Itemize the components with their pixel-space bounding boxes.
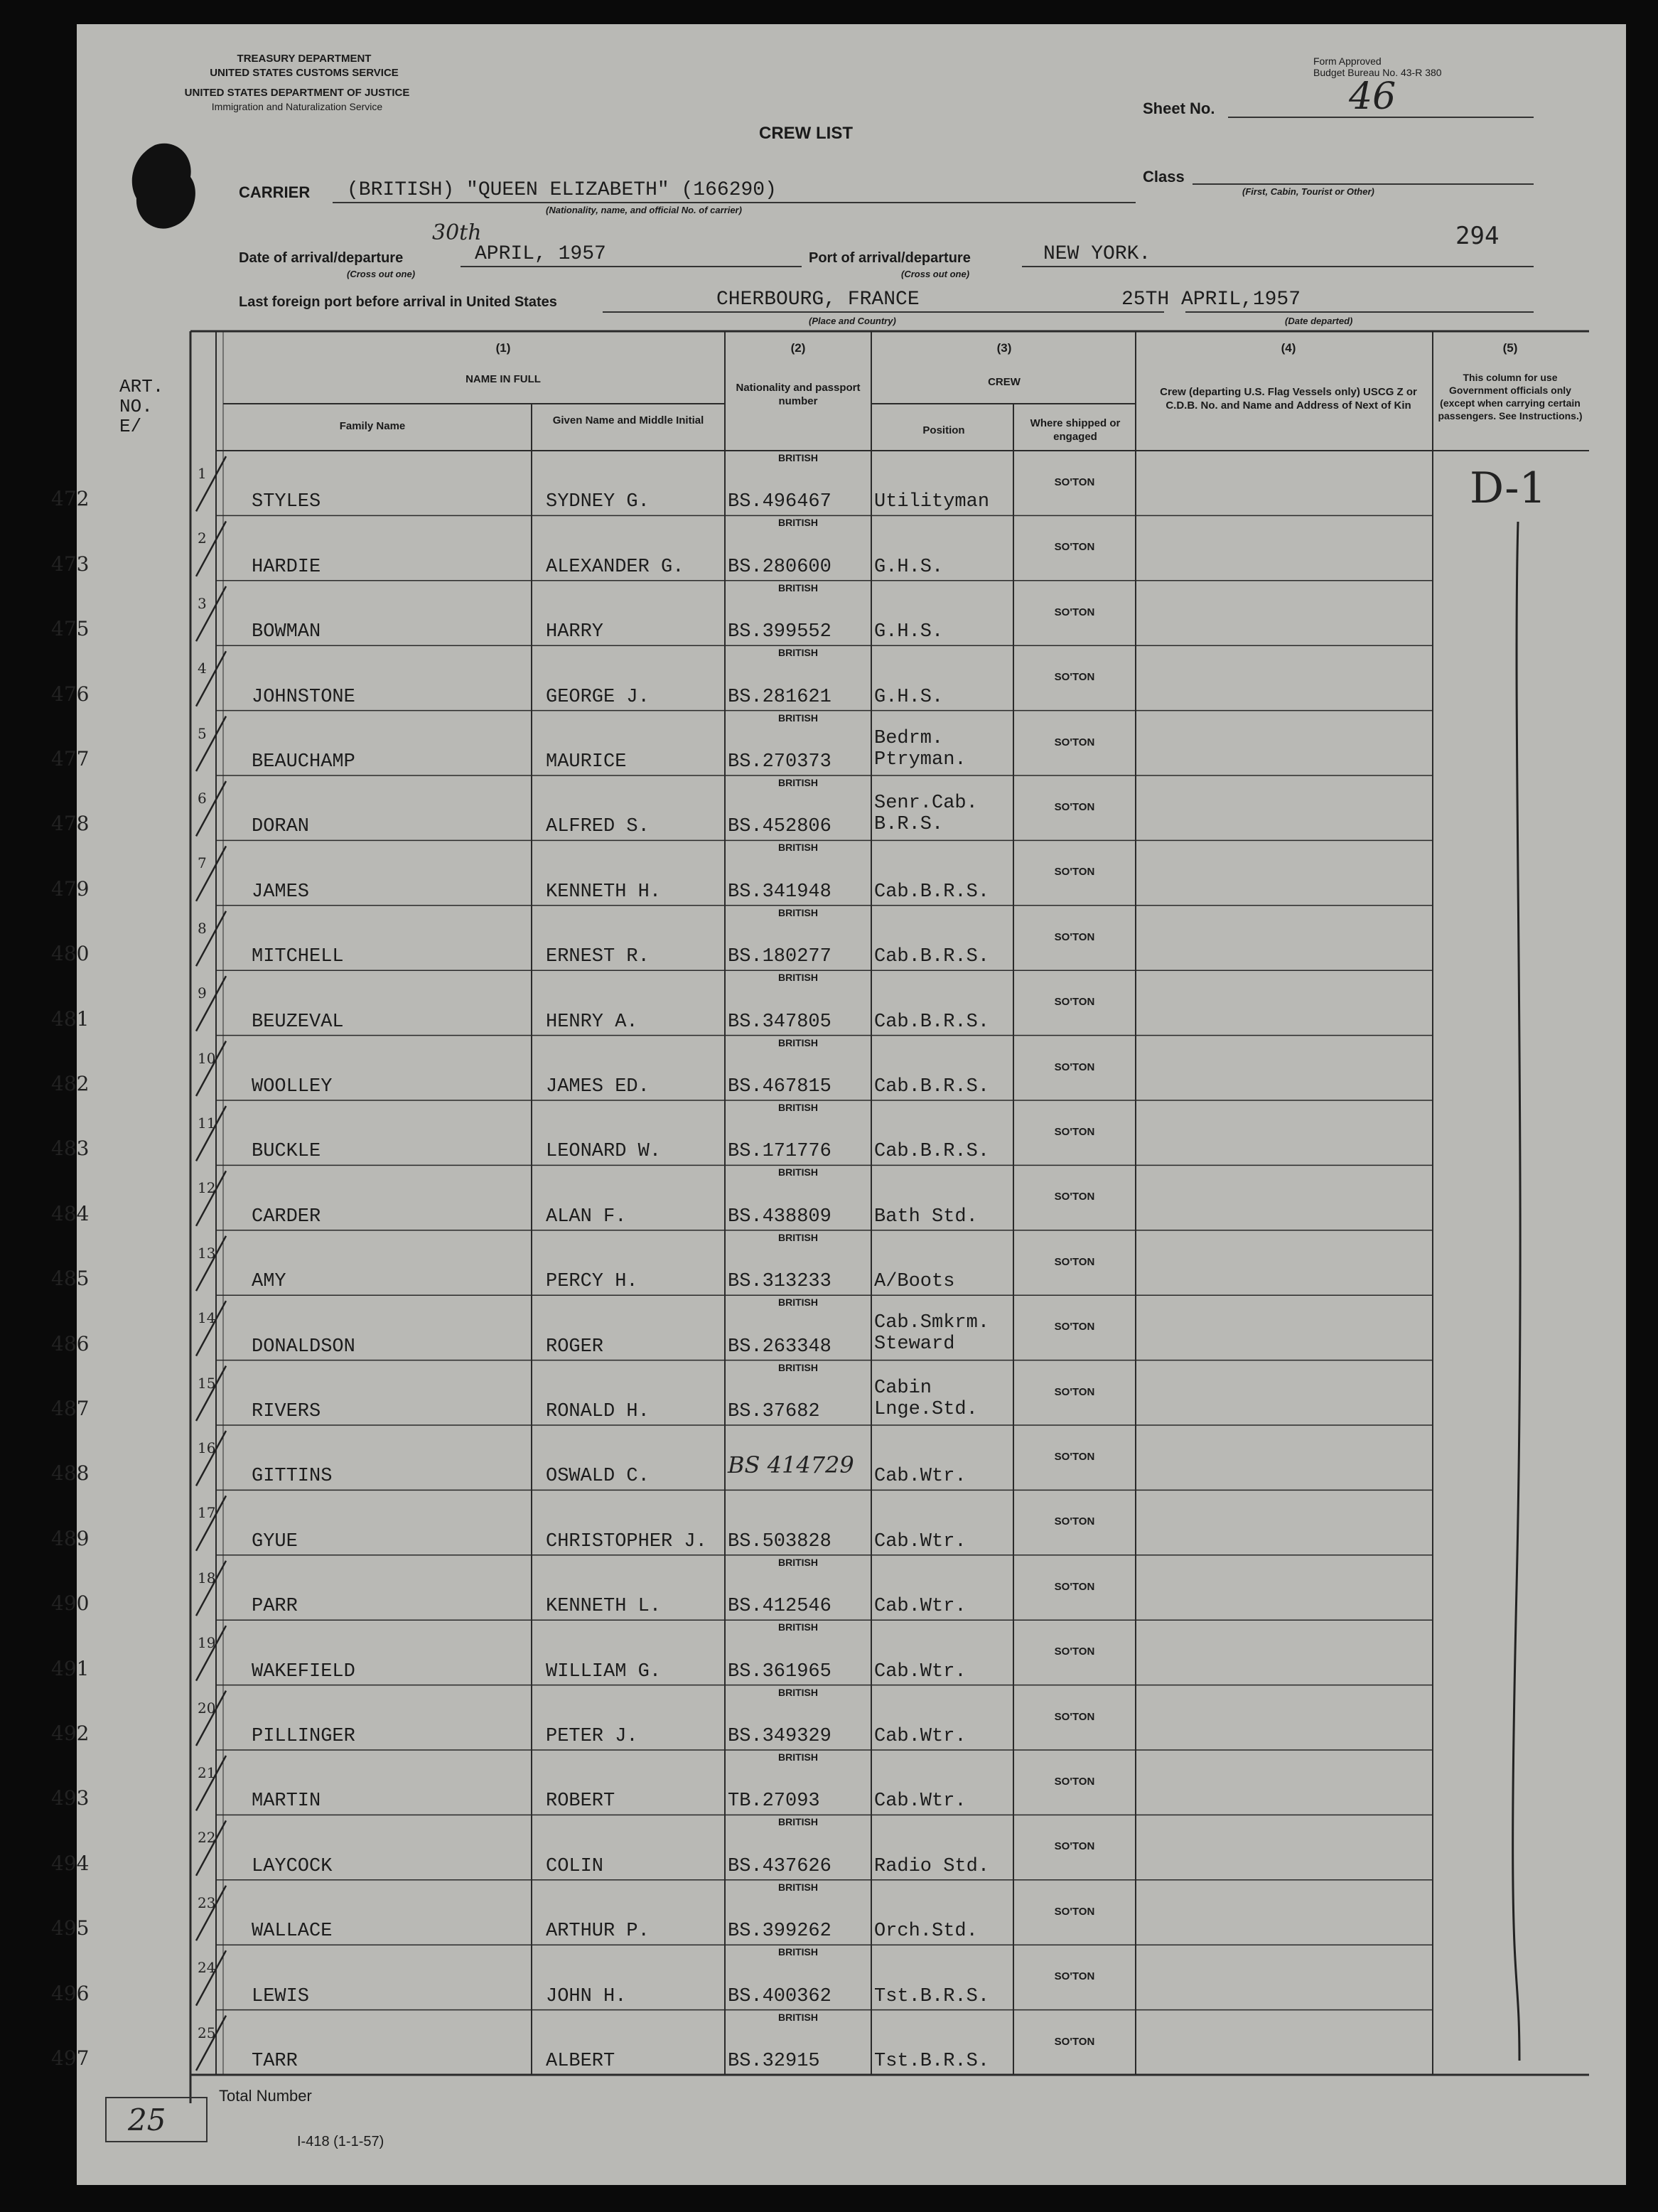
shipped-port: SO'TON [1054,1385,1095,1398]
page-number: 294 [1455,222,1500,250]
col4-title: Crew (departing U.S. Flag Vessels only) USCG Z or C.D.B. No. and Name and Address of Next of Kin [1160,386,1417,412]
line-number: 15 [198,1374,216,1392]
crew-position: Tst.B.R.S. [874,1985,990,2007]
class-label: Class [1143,168,1185,186]
art-number: 491 [51,1656,90,1680]
passport-number: BS.281621 [728,686,831,708]
given-name: ALAN F. [546,1206,627,1228]
crew-position: Ptryman. [874,748,967,771]
art-number: 494 [51,1851,90,1875]
passport-number: BS.400362 [728,1985,831,2007]
passport-number: BS.496467 [728,491,831,513]
passport-number: BS.361965 [728,1660,831,1682]
given-name: SYDNEY G. [546,491,650,513]
family-name: STYLES [252,491,321,513]
nationality: BRITISH [778,452,818,463]
line-number: 24 [198,1959,216,1977]
line-number: 7 [198,854,207,872]
family-name: JOHNSTONE [252,686,355,708]
line-number: 12 [198,1179,216,1197]
art-number: 479 [51,876,90,901]
art-number: 475 [51,617,90,641]
line-number: 20 [198,1699,216,1717]
crew-position: Cab.Wtr. [874,1660,967,1682]
col5-number: (5) [1502,341,1518,355]
line-number: 2 [198,530,207,547]
col3-number: (3) [996,341,1012,355]
family-name: LEWIS [252,1985,310,2007]
given-name: RONALD H. [546,1401,650,1422]
passport-number: BS.341948 [728,881,831,903]
date-departed-value: 25TH APRIL,1957 [1121,289,1301,311]
carrier-value: (BRITISH) "QUEEN ELIZABETH" (166290) [347,179,777,201]
shipped-port: SO'TON [1054,736,1095,748]
family-name: WAKEFIELD [252,1660,355,1682]
shipped-port: SO'TON [1054,1905,1095,1918]
given-name-header: Given Name and Middle Initial [552,414,704,426]
port-value: NEW YORK. [1043,243,1151,265]
crew-position: Tst.B.R.S. [874,2051,990,2072]
shipped-port: SO'TON [1054,1840,1095,1853]
art-number: 493 [51,1786,90,1810]
col2-number: (2) [790,341,806,355]
art-number: 489 [51,1526,90,1550]
line-number: 21 [198,1764,216,1781]
crew-position: Steward [874,1333,955,1355]
passport-number: BS.467815 [728,1076,831,1097]
line-number: 23 [198,1894,216,1911]
line-number: 19 [198,1634,216,1652]
given-name: WILLIAM G. [546,1660,662,1682]
crew-position: Cab.Wtr. [874,1530,967,1552]
given-name: ALEXANDER G. [546,556,684,578]
shipped-port: SO'TON [1054,996,1095,1009]
family-name: WALLACE [252,1921,333,1943]
given-name: COLIN [546,1855,604,1877]
crew-position: Cab.B.R.S. [874,1076,990,1097]
nationality: BRITISH [778,1102,818,1113]
family-name: GYUE [252,1530,298,1552]
line-number: 4 [198,660,207,677]
nationality: BRITISH [778,581,818,594]
passport-number: BS.280600 [728,556,831,578]
shipped-port: SO'TON [1054,606,1095,618]
art-number: 496 [51,1981,90,2005]
crew-position: Cab.B.R.S. [874,1141,990,1163]
crew-position: Cab.Smkrm. [874,1312,990,1334]
art-number: 478 [51,812,90,836]
passport-number: BS.349329 [728,1726,831,1747]
family-name: PARR [252,1596,298,1618]
art-number: 476 [51,682,90,706]
family-name: LAYCOCK [252,1855,333,1877]
crew-position: Cab.Wtr. [874,1790,967,1813]
line-number: 13 [198,1244,216,1262]
crew-position: Senr.Cab. [874,793,978,814]
given-name: PERCY H. [546,1271,638,1293]
date-departed-note: (Date departed) [1285,316,1353,326]
nationality: BRITISH [778,1296,818,1309]
art-number: 483 [51,1137,90,1161]
passport-number: BS.270373 [728,751,831,773]
port-note: (Cross out one) [901,269,970,279]
crew-position: Cab.B.R.S. [874,946,990,968]
given-name: ROBERT [546,1790,615,1813]
shipped-port: SO'TON [1054,1776,1095,1788]
shipped-port: SO'TON [1054,1645,1095,1658]
arrival-value: APRIL, 1957 [475,243,606,265]
shipped-port: SO'TON [1054,1255,1095,1268]
nationality: BRITISH [778,712,818,724]
lastport-label: Last foreign port before arrival in United States [239,294,557,310]
art-number: 497 [51,2046,90,2070]
line-number: 18 [198,1569,216,1586]
nationality: BRITISH [778,647,818,659]
crew-position: Cab.B.R.S. [874,1011,990,1033]
given-name: LEONARD W. [546,1141,662,1163]
form-approved: Form Approved [1313,55,1382,67]
art-number: 488 [51,1461,90,1486]
arrival-label: Date of arrival/departure [239,250,404,266]
lastport-note: (Place and Country) [809,316,896,326]
crew-position: Cab.Wtr. [874,1466,967,1488]
budget-bureau: Budget Bureau No. 43-R 380 [1313,67,1442,78]
crew-position: Bedrm. [874,727,944,749]
family-name: JAMES [252,881,310,903]
passport-number: BS.313233 [728,1271,831,1293]
given-name: HARRY [546,621,604,643]
crew-position: Orch.Std. [874,1921,978,1943]
arrival-day: 30th [432,220,482,245]
passport-number: BS.452806 [728,816,831,838]
shipped-port: SO'TON [1054,866,1095,879]
passport-number: BS.437626 [728,1855,831,1877]
position-header: Position [922,424,965,436]
line-number: 25 [198,2024,216,2041]
sheet-label: Sheet No. [1143,100,1215,117]
nationality: BRITISH [778,842,818,854]
given-name: MAURICE [546,751,627,773]
family-name: BEUZEVAL [252,1011,344,1033]
handwritten-vertical-line [1513,522,1520,2061]
family-name: BOWMAN [252,621,321,643]
nationality: BRITISH [778,1621,818,1633]
given-name: KENNETH H. [546,881,662,903]
art-number: 472 [51,487,90,511]
art-number: 492 [51,1722,90,1745]
given-name: CHRISTOPHER J. [546,1530,707,1552]
nationality: BRITISH [778,2011,818,2023]
nationality: BRITISH [778,1361,818,1373]
given-name: KENNETH L. [546,1596,662,1618]
form-number: I-418 (1-1-57) [297,2134,384,2149]
nationality: BRITISH [778,1881,818,1893]
crew-position: Cab.Wtr. [874,1726,967,1747]
line-number: 6 [198,790,207,807]
shipped-port: SO'TON [1054,930,1095,943]
shipped-port: SO'TON [1054,801,1095,813]
passport-number: BS.399552 [728,621,831,643]
sheet-number: 46 [1349,75,1396,118]
family-name: MARTIN [252,1790,321,1813]
given-name: OSWALD C. [546,1466,650,1488]
art-number: 487 [51,1397,90,1420]
nationality: BRITISH [778,1816,818,1828]
shipped-port: SO'TON [1054,1580,1095,1593]
passport-number: BS.347805 [728,1011,831,1033]
total-value: 25 [128,2103,166,2137]
page-title: CREW LIST [759,124,853,143]
given-name: ERNEST R. [546,946,650,968]
crew-position: Bath Std. [874,1206,978,1228]
passport-number: BS.37682 [728,1401,820,1422]
passport-number: BS.399262 [728,1921,831,1943]
line-number: 16 [198,1439,216,1456]
given-name: ARTHUR P. [546,1921,650,1943]
crew-position: G.H.S. [874,621,944,643]
crew-position: B.R.S. [874,814,944,835]
given-name: JOHN H. [546,1985,627,2007]
art-number: 490 [51,1591,90,1616]
passport-number: BS.32915 [728,2051,820,2072]
crew-position: Lnge.Std. [874,1398,978,1420]
crew-position: Utilityman [874,491,990,513]
passport-number: BS 414729 [728,1451,854,1479]
shipped-port: SO'TON [1054,1061,1095,1073]
col1-number: (1) [495,341,511,355]
crew-position: A/Boots [874,1271,955,1293]
passport-number: BS.171776 [728,1141,831,1163]
family-name: AMY [252,1271,286,1293]
carrier-note: (Nationality, name, and official No. of carrier) [546,205,742,215]
shipped-port: SO'TON [1054,1191,1095,1203]
port-label: Port of arrival/departure [809,250,971,266]
family-name: MITCHELL [252,946,344,968]
dept-treasury: TREASURY DEPARTMENT [237,53,372,65]
given-name: ALBERT [546,2051,615,2072]
family-name: DORAN [252,816,310,838]
nationality: BRITISH [778,972,818,984]
family-name-header: Family Name [339,420,406,432]
shipped-port: SO'TON [1054,1970,1095,1983]
nationality: BRITISH [778,1166,818,1179]
given-name: HENRY A. [546,1011,638,1033]
art-number: 486 [51,1331,90,1355]
family-name: BUCKLE [252,1141,321,1163]
crew-position: G.H.S. [874,556,944,578]
given-name: JAMES ED. [546,1076,650,1097]
shipped-port: SO'TON [1054,1710,1095,1723]
passport-number: BS.180277 [728,946,831,968]
line-number: 5 [198,724,207,742]
art-number: 477 [51,747,90,771]
family-name: WOOLLEY [252,1076,333,1097]
art-number: 481 [51,1006,90,1031]
shipped-header: Where shipped or engaged [1030,417,1121,443]
line-number: 3 [198,594,207,612]
line-number: 1 [198,465,207,482]
col5-title: This column for use Government officials only (except when carrying certain passengers. See Instructions.) [1438,372,1583,422]
given-name: GEORGE J. [546,686,650,708]
shipped-port: SO'TON [1054,1321,1095,1333]
shipped-port: SO'TON [1054,2035,1095,2048]
dept-immigration: Immigration and Naturalization Service [211,101,383,112]
given-name: ALFRED S. [546,816,650,838]
art-number: 495 [51,1916,90,1940]
line-number: 8 [198,919,207,937]
nationality: BRITISH [778,777,818,788]
art-number: 484 [51,1201,90,1225]
shipped-port: SO'TON [1054,1126,1095,1138]
family-name: RIVERS [252,1401,321,1422]
shipped-port: SO'TON [1054,541,1095,554]
lastport-value: CHERBOURG, FRANCE [716,289,920,311]
art-number: 473 [51,552,90,576]
col4-number: (4) [1281,341,1296,355]
family-name: HARDIE [252,556,321,578]
dept-customs: UNITED STATES CUSTOMS SERVICE [210,67,399,79]
given-name: PETER J. [546,1726,638,1747]
nationality: BRITISH [778,517,818,529]
crew-position: G.H.S. [874,686,944,708]
col1-title: NAME IN FULL [465,373,541,385]
crew-position: Cab.Wtr. [874,1596,967,1618]
nationality: BRITISH [778,1686,818,1698]
shipped-port: SO'TON [1054,1451,1095,1463]
line-number: 9 [198,984,207,1002]
family-name: PILLINGER [252,1726,355,1747]
given-name: ROGER [546,1336,604,1358]
col3-title: CREW [988,376,1021,388]
art-number: 482 [51,1072,90,1095]
line-number: 10 [198,1049,216,1067]
passport-number: BS.412546 [728,1596,831,1618]
class-note: (First, Cabin, Tourist or Other) [1242,186,1374,197]
crew-list-document [51,24,1626,2185]
crew-position: Cabin [874,1377,932,1399]
nationality: BRITISH [778,1231,818,1243]
line-number: 14 [198,1309,216,1327]
passport-number: BS.503828 [728,1530,831,1552]
family-name: TARR [252,2051,298,2072]
art-no-header: ART. NO. E/ [119,376,164,437]
passport-number: BS.438809 [728,1206,831,1228]
col2-title: Nationality and passport number [736,382,861,407]
shipped-port: SO'TON [1054,1515,1095,1528]
nationality: BRITISH [778,1946,818,1958]
shipped-port: SO'TON [1054,671,1095,684]
nationality: BRITISH [778,1556,818,1568]
line-number: 17 [198,1504,216,1522]
arrival-note: (Cross out one) [347,269,416,279]
dept-justice: UNITED STATES DEPARTMENT OF JUSTICE [184,87,410,99]
passport-number: BS.263348 [728,1336,831,1358]
crew-position: Cab.B.R.S. [874,881,990,903]
line-number: 11 [198,1115,216,1132]
nationality: BRITISH [778,1036,818,1048]
total-label: Total Number [219,2087,312,2105]
carrier-label: CARRIER [239,183,311,201]
family-name: CARDER [252,1206,321,1228]
family-name: BEAUCHAMP [252,751,355,773]
family-name: DONALDSON [252,1336,355,1358]
shipped-port: SO'TON [1054,476,1095,488]
nationality: BRITISH [778,906,818,918]
art-number: 480 [51,942,90,966]
annotation-d1: D-1 [1470,463,1546,513]
art-number: 485 [51,1267,90,1291]
passport-number: TB.27093 [728,1790,820,1813]
crew-position: Radio Std. [874,1855,990,1877]
family-name: GITTINS [252,1466,333,1488]
line-number: 22 [198,1829,216,1847]
nationality: BRITISH [778,1751,818,1763]
